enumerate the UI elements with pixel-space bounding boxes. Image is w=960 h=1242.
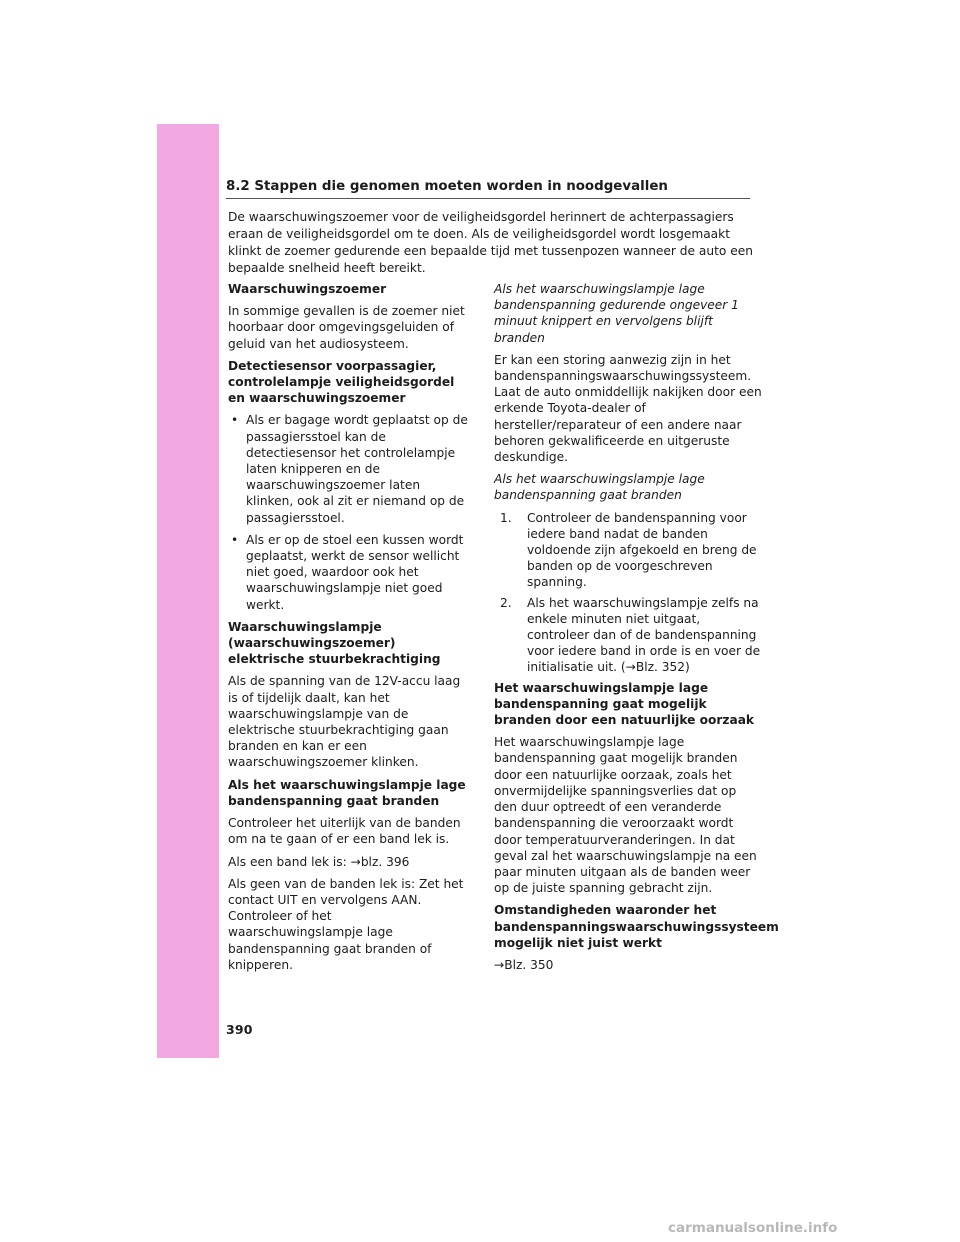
chapter-side-tab <box>157 124 219 1058</box>
heading-stuurbekrachtiging: Waarschuwingslampje (waarschuwingszoemer) elektrische stuurbekrachtiging <box>228 619 441 667</box>
right-column <box>494 281 779 979</box>
bullet-mark: • <box>231 413 239 428</box>
subheading-gaat-branden: Als het waarschuwingslampje lage bandenspanning gaat branden <box>494 472 705 503</box>
heading-lage-bandenspanning: Als het waarschuwingslampje lage bandenspanning gaat branden <box>228 777 466 808</box>
step-number: 1. <box>500 510 512 525</box>
section-header: 8.2 Stappen die genomen moeten worden in noodgevallen <box>226 179 750 199</box>
paragraph-natuurlijke-oorzaak: Het waarschuwingslampje lage bandenspanning gaat mogelijk branden door een natuurlijke oorzaak, zoals het onvermijdelijke spanningsverlies dat op den duur optreedt of een veranderde bandenspanning die veroorzaakt wordt door temperatuurveranderingen. In dat geval zal het waarschuwingslampje na een paar minuten uitgaan als de banden weer op de juiste spanning gebracht zijn. <box>494 735 757 896</box>
heading-detectiesensor: Detectiesensor voorpassagier, controlelampje veiligheidsgordel en waarschuwingszoemer <box>228 358 455 406</box>
heading-natuurlijke-oorzaak: Het waarschuwingslampje lage bandenspanning gaat mogelijk branden door een natuurlijke oorzaak <box>494 680 755 728</box>
step-text: Als het waarschuwingslampje zelfs na enkele minuten niet uitgaat, controleer dan of de bandenspanning voor iedere band in orde is en voer de initialisatie uit. (→Blz. 352) <box>527 595 761 675</box>
paragraph-storing: Er kan een storing aanwezig zijn in het bandenspanningswaarschuwingssysteem. Laat de auto onmiddellijk nakijken door een erkende Toyota-dealer of hersteller/reparateur of een andere naar behoren gekwalificeerde en uitgeruste deskundige. <box>494 352 762 465</box>
bullet-text: Als er op de stoel een kussen wordt geplaatst, werkt de sensor wellicht niet goed, waardoor ook het waarschuwingslampje niet goed werkt. <box>246 532 464 612</box>
watermark: carmanualsonline.info <box>668 1220 838 1236</box>
paragraph-geen-band-lek: Als geen van de banden lek is: Zet het contact UIT en vervolgens AAN. Controleer of het waarschuwingslampje lage bandenspanning gaat branden of knipperen. <box>228 876 464 972</box>
numbered-step <box>494 595 762 676</box>
subheading-knippert-1-minuut: Als het waarschuwingslampje lage bandenspanning gedurende ongeveer 1 minuut knippert en vervolgens blijft branden <box>494 282 739 345</box>
paragraph-blz-350-reference: →Blz. 350 <box>494 957 554 972</box>
step-text: Controleer de bandenspanning voor iedere band nadat de banden voldoende zijn afgekoeld en breng de banden op de voorgeschreven spanning. <box>527 510 757 590</box>
numbered-step <box>494 510 762 591</box>
intro-paragraph: De waarschuwingszoemer voor de veiligheidsgordel herinnert de achterpassagiers eraan de veiligheidsgordel om te doen. Als de veiligheidsgordel wordt losgemaakt klinkt de zoemer gedurende een bepaalde tijd met tussenpozen wanneer de auto een bepaalde snelheid heeft bereikt. <box>228 210 753 275</box>
bullet-item <box>228 532 468 613</box>
paragraph-controleer-banden: Controleer het uiterlijk van de banden om na te gaan of er een band lek is. <box>228 816 461 847</box>
bullet-text: Als er bagage wordt geplaatst op de passagiersstoel kan de detectiesensor het controlelampje laten knipperen en de waarschuwingszoemer laten klinken, ook al zit er niemand op de passagiersstoel. <box>246 413 468 525</box>
step-number: 2. <box>500 595 512 610</box>
paragraph-zoemer-niet-hoorbaar: In sommige gevallen is de zoemer niet hoorbaar door omgevingsgeluiden of geluid van het audiosysteem. <box>228 304 465 351</box>
paragraph-12v-accu: Als de spanning van de 12V-accu laag is of tijdelijk daalt, kan het waarschuwingslampje van de elektrische stuurbekrachtiging gaan branden en kan er een waarschuwingszoemer klinken. <box>228 674 461 770</box>
paragraph-band-lek-reference: Als een band lek is: →blz. 396 <box>228 854 410 869</box>
bullet-item <box>228 412 468 525</box>
heading-omstandigheden: Omstandigheden waaronder het bandenspanningswaarschuwingssysteem mogelijk niet juist werkt <box>494 903 779 950</box>
bullet-mark: • <box>231 532 239 547</box>
heading-waarschuwingszoemer: Waarschuwingszoemer <box>228 282 387 296</box>
left-column <box>228 281 468 979</box>
page-number: 390 <box>226 1022 253 1037</box>
